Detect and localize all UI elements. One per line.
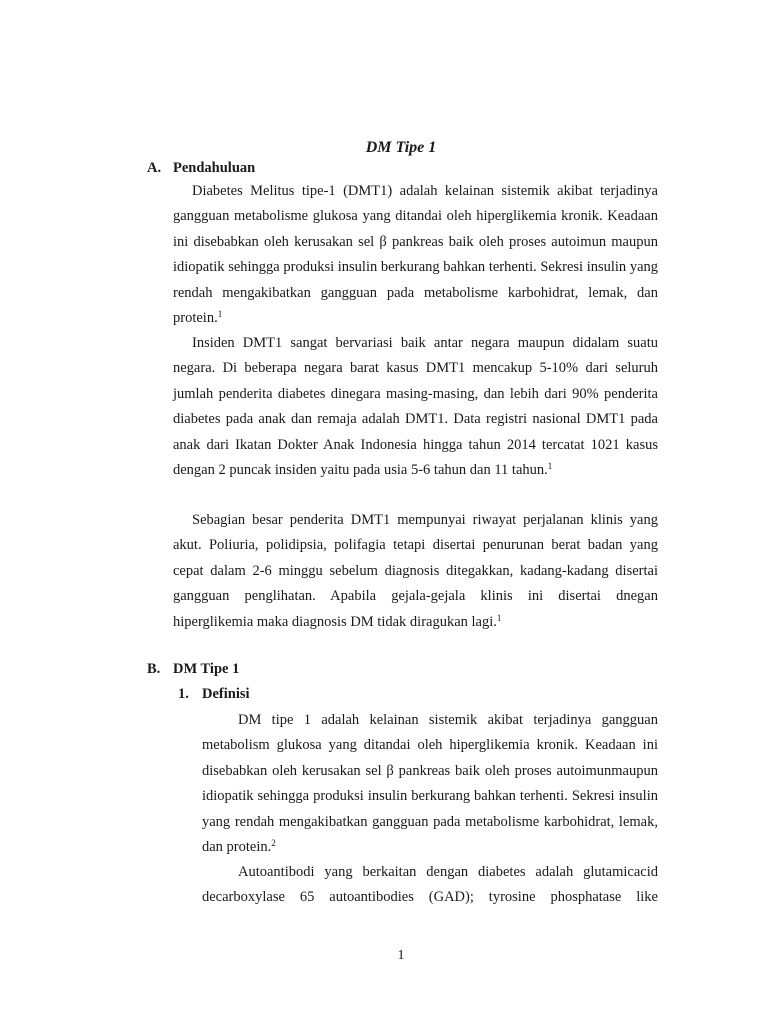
- page-number: 1: [397, 948, 405, 963]
- citation: 1: [547, 461, 553, 472]
- section-b-title: DM Tipe 1: [173, 661, 240, 677]
- section-a-marker: A.: [147, 160, 162, 176]
- paragraph-text: Insiden DMT1 sangat bervariasi baik antar negara maupun didalam suatu negara. Di beberapa negara barat kasus DMT1 mencakup 5-10% dari seluruh jumlah penderita diabetes dinegara masing-masing, dan lebih dari 90% penderita diabetes pada anak dan remaja adalah DMT1. Data registri nasional DMT1 pada anak dari Ikatan Dokter Anak Indonesia hingga tahun 2014 tercatat 1021 kasus dengan 2 puncak insiden yaitu pada usia 5-6 tahun dan 11 tahun.: [173, 335, 658, 479]
- paragraph-text: DM tipe 1 adalah kelainan sistemik akibat terjadinya gangguan metabolism glukosa yang ditandai oleh hiperglikemia kronik. Keadaan ini disebabkan oleh kerusakan sel β pankreas baik oleh proses autoimunmaupun idiopatik sehingga produksi insulin berkurang bahkan terhenti. Sekresi insulin yang rendah mengakibatkan gangguan pada metabolisme karbohidrat, lemak, dan protein.: [202, 712, 658, 856]
- document-title: DM Tipe 1: [365, 139, 437, 156]
- paragraph-a-2: [173, 331, 658, 483]
- citation: 1: [496, 612, 502, 623]
- paragraph-text: Sebagian besar penderita DMT1 mempunyai riwayat perjalanan klinis yang akut. Poliuria, polidipsia, polifagia tetapi disertai penurunan berat badan yang cepat dalam 2-6 minggu sebelum diagnosis ditegakkan, kadang-kadang disertai gangguan penglihatan. Apabila gejala-gejala klinis ini disertai dnegan hiperglikemia maka diagnosis DM tidak diragukan lagi.: [173, 512, 658, 630]
- section-b-marker: B.: [147, 661, 161, 677]
- paragraph-text: Autoantibodi yang berkaitan dengan diabetes adalah glutamicacid decarboxylase 65 autoantibodies (GAD); tyrosine phosphatase like: [202, 864, 658, 906]
- citation: 1: [217, 309, 223, 320]
- paragraph-b-1: [202, 708, 658, 860]
- section-b-heading: [147, 659, 239, 679]
- paragraph-a-3: [173, 508, 658, 635]
- paragraph-b-2: [202, 860, 658, 911]
- section-a-title: Pendahuluan: [173, 160, 256, 176]
- subsection-1-marker: 1.: [178, 686, 189, 702]
- section-a-heading: [147, 158, 255, 178]
- citation: 2: [271, 838, 276, 849]
- paragraph-a-1: [173, 179, 658, 331]
- paragraph-text: Diabetes Melitus tipe-1 (DMT1) adalah kelainan sistemik akibat terjadinya gangguan metabolisme glukosa yang ditandai oleh hiperglikemia kronik. Keadaan ini disebabkan oleh kerusakan sel β pankreas baik oleh proses autoimun maupun idiopatik sehingga produksi insulin berkurang bahkan terhenti. Sekresi insulin yang rendah mengakibatkan gangguan pada metabolisme karbohidrat, lemak, dan protein.: [173, 183, 658, 327]
- subsection-1-heading: [178, 684, 250, 704]
- subsection-1-title: Definisi: [202, 686, 250, 702]
